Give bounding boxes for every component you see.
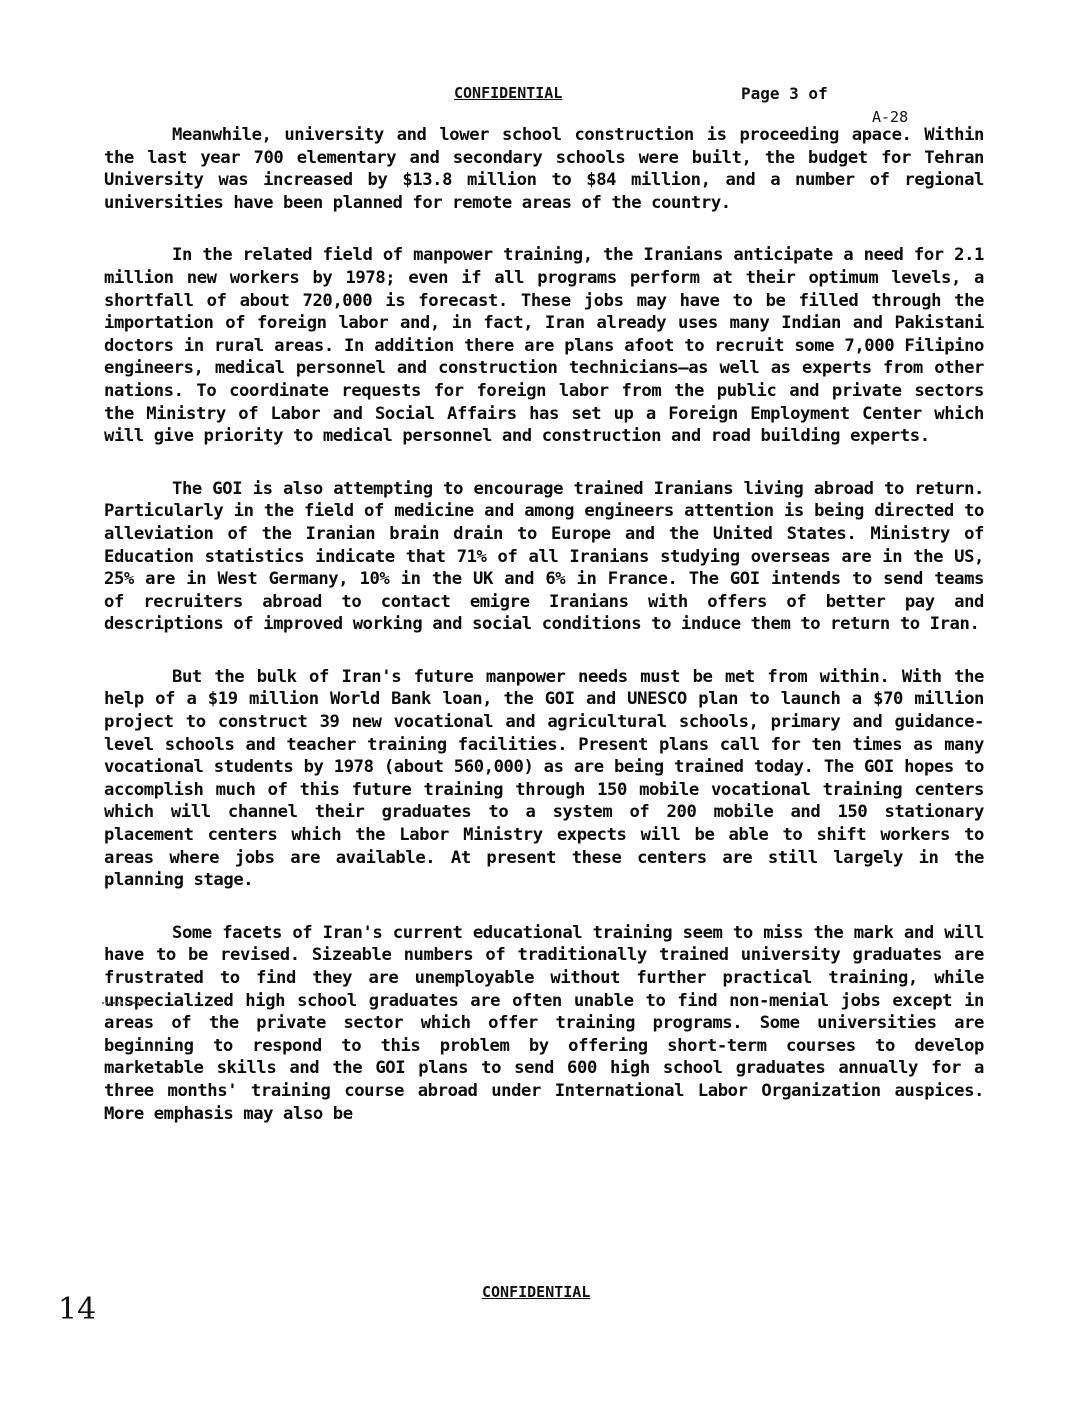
page-number: 14 bbox=[58, 1292, 97, 1327]
paragraph-manpower-training: In the related field of manpower training, the Iranians anticipate a need for 2.1 million new workers by 1978; even if all programs perform at their optimum levels, a shortfall of about 720,000 is forecast. These jobs may have to be filled through the importation of foreign labor and, in fact, Iran already uses many Indian and Pakistani doctors in rural areas. In addition there are plans afoot to recruit some 7,000 Filipino engineers, medical personnel and construction technicians—as well as experts from other nations. To coordinate requests for foreign labor from the public and private sectors the Ministry of Labor and Social Affairs has set up a Foreign Employment Center which will give priority to medical personnel and construction and road building experts. bbox=[104, 245, 984, 447]
document-reference: A-28 bbox=[872, 108, 909, 126]
body-text bbox=[104, 124, 984, 1155]
page-label: Page 3 of bbox=[741, 84, 828, 103]
paragraph-educational-revision: Some facets of Iran's current educational training seem to miss the mark and will have to be revised. Sizeable numbers of traditionally trained university graduates are frustrated to find they are unemployable without further practical training, while unspecialized high school graduates are often unable to find non-menial jobs except in areas of the private sector which offer training programs. Some universities are beginning to respond to this problem by offering short-term courses to develop marketable skills and the GOI plans to send 600 high school graduates annually for a three months' training course abroad under International Labor Organization auspices. More emphasis may also be bbox=[104, 922, 984, 1124]
paragraph-vocational-training: But the bulk of Iran's future manpower needs must be met from within. With the help of a $19 million World Bank loan, the GOI and UNESCO plan to launch a $70 million project to construct 39 new vocational and agricultural schools, primary and guidance-level schools and teacher training facilities. Present plans call for ten times as many vocational students by 1978 (about 560,000) as are being trained today. The GOI hopes to accomplish much of this future training through 150 mobile vocational training centers which will channel their graduates to a system of 200 mobile and 150 stationary placement centers which the Labor Ministry expects will be able to shift workers to areas where jobs are available. At present these centers are still largely in the planning stage. bbox=[104, 666, 984, 891]
classification-header: CONFIDENTIAL bbox=[454, 84, 563, 102]
paragraph-brain-drain: The GOI is also attempting to encourage trained Iranians living abroad to return. Particularly in the field of medicine and among engineers attention is being directed to alleviation of the Iranian brain drain to Europe and the United States. Ministry of Education statistics indicate that 71% of all Iranians studying overseas are in the US, 25% are in West Germany, 10% in the UK and 6% in France. The GOI intends to send teams of recruiters abroad to contact emigre Iranians with offers of better pay and descriptions of improved working and social conditions to induce them to return to Iran. bbox=[104, 478, 984, 635]
paragraph-university-construction: Meanwhile, university and lower school construction is proceeding apace. Within the last year 700 elementary and secondary schools were built, the budget for Tehran University was increased by $13.8 million to $84 million, and a number of regional universities have been planned for remote areas of the country. bbox=[104, 125, 984, 213]
classification-footer: CONFIDENTIAL bbox=[482, 1283, 591, 1301]
scan-artifact bbox=[102, 1002, 146, 1004]
